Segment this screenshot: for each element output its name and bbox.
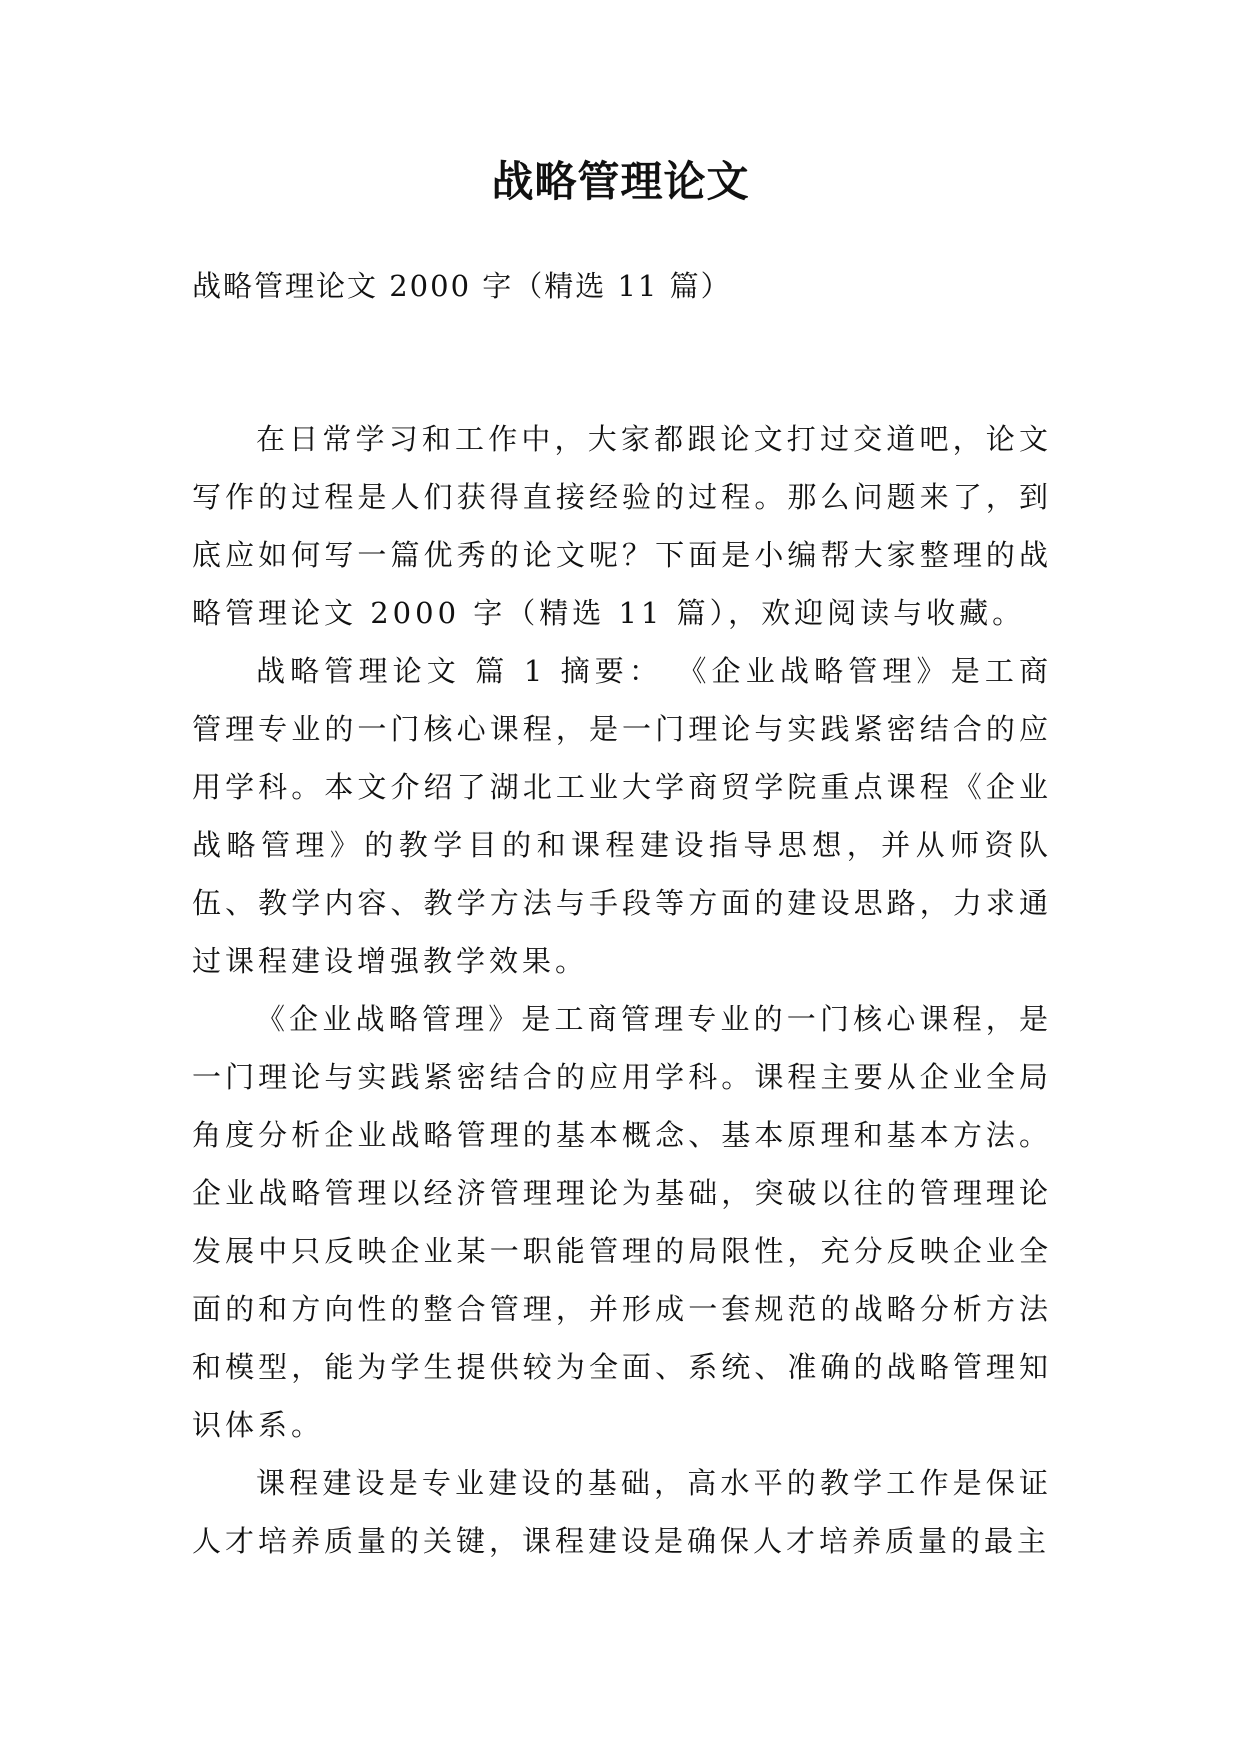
document-title: 战略管理论文 xyxy=(491,157,750,206)
document-body xyxy=(192,410,1052,1570)
paragraph-section-1-abstract: 战略管理论文 篇 1 摘要： 《企业战略管理》是工商管理专业的一门核心课程，是一门理论与实践紧密结合的应用学科。本文介绍了湖北工业大学商贸学院重点课程《企业战略管理》的教学目的和课程建设指导思想，并从师资队伍、教学内容、教学方法与手段等方面的建设思路，力求通过课程建设增强教学效果。 xyxy=(192,654,1052,978)
paragraph-course-overview: 《企业战略管理》是工商管理专业的一门核心课程，是一门理论与实践紧密结合的应用学科。课程主要从企业全局角度分析企业战略管理的基本概念、基本原理和基本方法。企业战略管理以经济管理理论为基础，突破以往的管理理论发展中只反映企业某一职能管理的局限性，充分反映企业全面的和方向性的整合管理，并形成一套规范的战略分析方法和模型，能为学生提供较为全面、系统、准确的战略管理知识体系。 xyxy=(192,1002,1052,1442)
paragraph-intro: 在日常学习和工作中，大家都跟论文打过交道吧，论文写作的过程是人们获得直接经验的过程。那么问题来了，到底应如何写一篇优秀的论文呢？下面是小编帮大家整理的战略管理论文 2000 字（精选 11 篇），欢迎阅读与收藏。 xyxy=(192,422,1052,630)
paragraph-course-building: 课程建设是专业建设的基础，高水平的教学工作是保证人才培养质量的关键，课程建设是确保人才培养质量的最主 xyxy=(192,1466,1052,1558)
document-subtitle: 战略管理论文 2000 字（精选 11 篇） xyxy=(192,269,732,303)
